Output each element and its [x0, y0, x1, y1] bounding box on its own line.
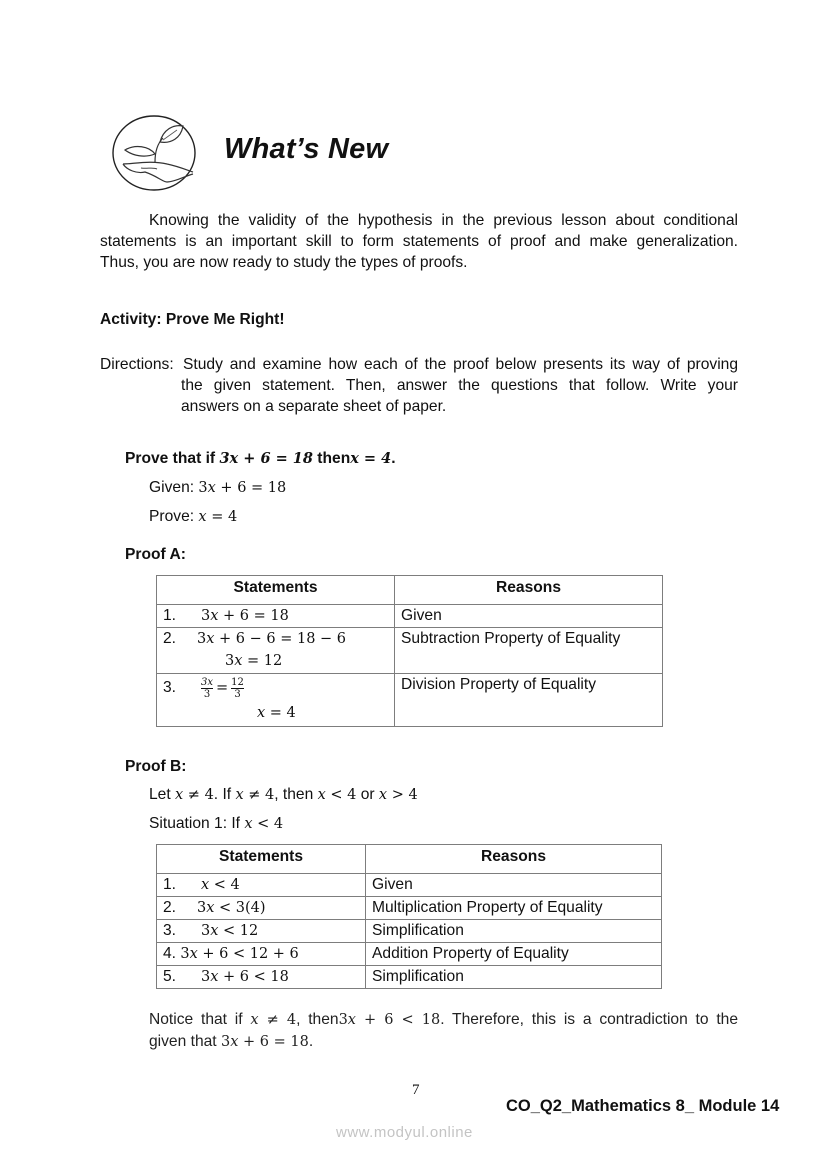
directions-line-2: the given statement. Then, answer the questions that follow. Write your	[181, 377, 738, 394]
directions-line-3: answers on a separate sheet of paper.	[181, 398, 447, 415]
reason-cell: Multiplication Property of Equality	[366, 897, 662, 920]
reason-cell: Simplification	[366, 966, 662, 989]
fraction-right	[231, 677, 244, 700]
directions-first-line	[100, 354, 738, 375]
text: , then	[274, 786, 318, 803]
reasons-header: Reasons	[366, 845, 662, 874]
math: x > 4	[378, 787, 418, 803]
row-number: 1.	[163, 607, 177, 624]
row-number: 1.	[163, 876, 177, 893]
prove-heading-then: then	[312, 450, 351, 467]
proof-a-label: Proof A:	[125, 546, 186, 563]
fraction-denominator: 3	[234, 688, 241, 700]
given-value: 3x + 6 = 18	[198, 480, 287, 496]
reason-cell: Given	[366, 874, 662, 897]
row-number: 2.	[163, 899, 177, 916]
reason-cell: Subtraction Property of Equality	[395, 628, 663, 674]
prove-heading	[125, 450, 396, 468]
assumption-line	[149, 786, 418, 804]
prove-heading-period: .	[391, 450, 396, 467]
intro-line-2: statements is an important skill to form statements of proof and make generalization.	[100, 233, 738, 250]
math: x ≠ 4	[250, 1012, 297, 1028]
fraction-denominator: 3	[203, 688, 211, 700]
text: Situation 1: If	[149, 815, 245, 832]
row-number: 4.	[163, 945, 177, 962]
statement: 3x < 12	[201, 923, 259, 939]
reason-cell: Given	[395, 605, 663, 628]
statement-cell	[157, 943, 366, 966]
given-line	[149, 479, 286, 497]
statement: x < 4	[201, 877, 240, 893]
fraction-left	[201, 677, 213, 700]
table-row	[157, 920, 662, 943]
table-row	[157, 605, 663, 628]
statement-cell	[157, 874, 366, 897]
text: Let	[149, 786, 176, 803]
reason-cell: Simplification	[366, 920, 662, 943]
table-header-row	[157, 576, 663, 605]
module-code: CO_Q2_Mathematics 8_ Module 14	[506, 1097, 780, 1115]
activity-title: Activity: Prove Me Right!	[100, 311, 285, 328]
math: x < 4	[317, 787, 357, 803]
table-row	[157, 943, 662, 966]
reason-cell: Addition Property of Equality	[366, 943, 662, 966]
math: x ≠ 4	[175, 787, 214, 803]
row-number: 5.	[163, 968, 177, 985]
text: . If	[213, 786, 236, 803]
situation-line	[149, 815, 283, 833]
row-number: 3.	[163, 679, 177, 696]
math: x < 4	[244, 816, 284, 832]
reasons-header: Reasons	[395, 576, 663, 605]
proof-a-table	[156, 575, 663, 727]
statements-header: Statements	[157, 845, 366, 874]
directions-label: Directions:	[100, 356, 174, 373]
prove-heading-text: Prove that if	[125, 450, 220, 467]
statement: 3x + 6 − 6 = 18 − 6	[197, 631, 347, 647]
statement: 3x + 6 < 12 + 6	[180, 946, 299, 962]
equals-sign: =	[216, 680, 229, 696]
reason-cell: Division Property of Equality	[395, 674, 663, 727]
proof-b-table	[156, 844, 662, 989]
watermark: www.modyul.online	[336, 1124, 473, 1141]
statement: 3x < 3(4)	[197, 900, 266, 916]
seedling-in-hand-icon	[111, 114, 197, 192]
table-header-row	[157, 845, 662, 874]
math: 3x + 6 = 18	[220, 1034, 309, 1050]
notice-line-2	[149, 1031, 738, 1053]
statement-cell	[157, 605, 395, 628]
text: .	[308, 1033, 314, 1050]
page-number: 7	[412, 1082, 420, 1098]
text: , then	[296, 1011, 339, 1028]
math: x ≠ 4	[235, 787, 275, 803]
table-row	[157, 874, 662, 897]
prove-label: Prove:	[149, 508, 199, 525]
fraction-numerator: 12	[231, 676, 244, 688]
table-row	[157, 674, 663, 727]
math: 3x + 6 < 18	[338, 1012, 441, 1028]
statement-cell	[157, 897, 366, 920]
statement-cell	[157, 674, 395, 727]
proof-b-label: Proof B:	[125, 758, 187, 775]
intro-line-1: Knowing the validity of the hypothesis in the previous lesson about conditional	[149, 212, 738, 229]
prove-heading-hypothesis: 3x + 6 = 18	[219, 450, 313, 467]
table-row	[157, 628, 663, 674]
text: or	[356, 786, 379, 803]
directions	[100, 354, 738, 417]
table-row	[157, 966, 662, 989]
row-number: 3.	[163, 922, 177, 939]
fraction-numerator: 3x	[201, 676, 214, 688]
table-row	[157, 897, 662, 920]
statements-header: Statements	[157, 576, 395, 605]
statement-cell	[157, 966, 366, 989]
statement: 3x + 6 < 18	[201, 969, 289, 985]
section-title: What’s New	[224, 133, 389, 165]
statement-continued: 3x = 12	[225, 653, 283, 669]
statement-continued: x = 4	[257, 705, 296, 721]
prove-value: x = 4	[198, 509, 238, 525]
row-number: 2.	[163, 630, 177, 647]
statement-cell	[157, 920, 366, 943]
prove-line	[149, 508, 237, 526]
prove-heading-conclusion: x = 4	[350, 450, 392, 467]
notice-line-1	[149, 1009, 738, 1031]
statement-cell	[157, 628, 395, 674]
intro-paragraph	[100, 210, 738, 273]
text: Notice that if	[149, 1011, 251, 1028]
intro-line-3: Thus, you are now ready to study the types of proofs.	[100, 254, 468, 271]
text: given that	[149, 1033, 221, 1050]
text: . Therefore, this is a contradiction to the	[440, 1011, 739, 1028]
statement: 3x + 6 = 18	[201, 608, 289, 624]
directions-line-1: Study and examine how each of the proof below presents its way of proving	[183, 356, 738, 373]
notice-paragraph	[149, 1009, 738, 1053]
given-label: Given:	[149, 479, 199, 496]
